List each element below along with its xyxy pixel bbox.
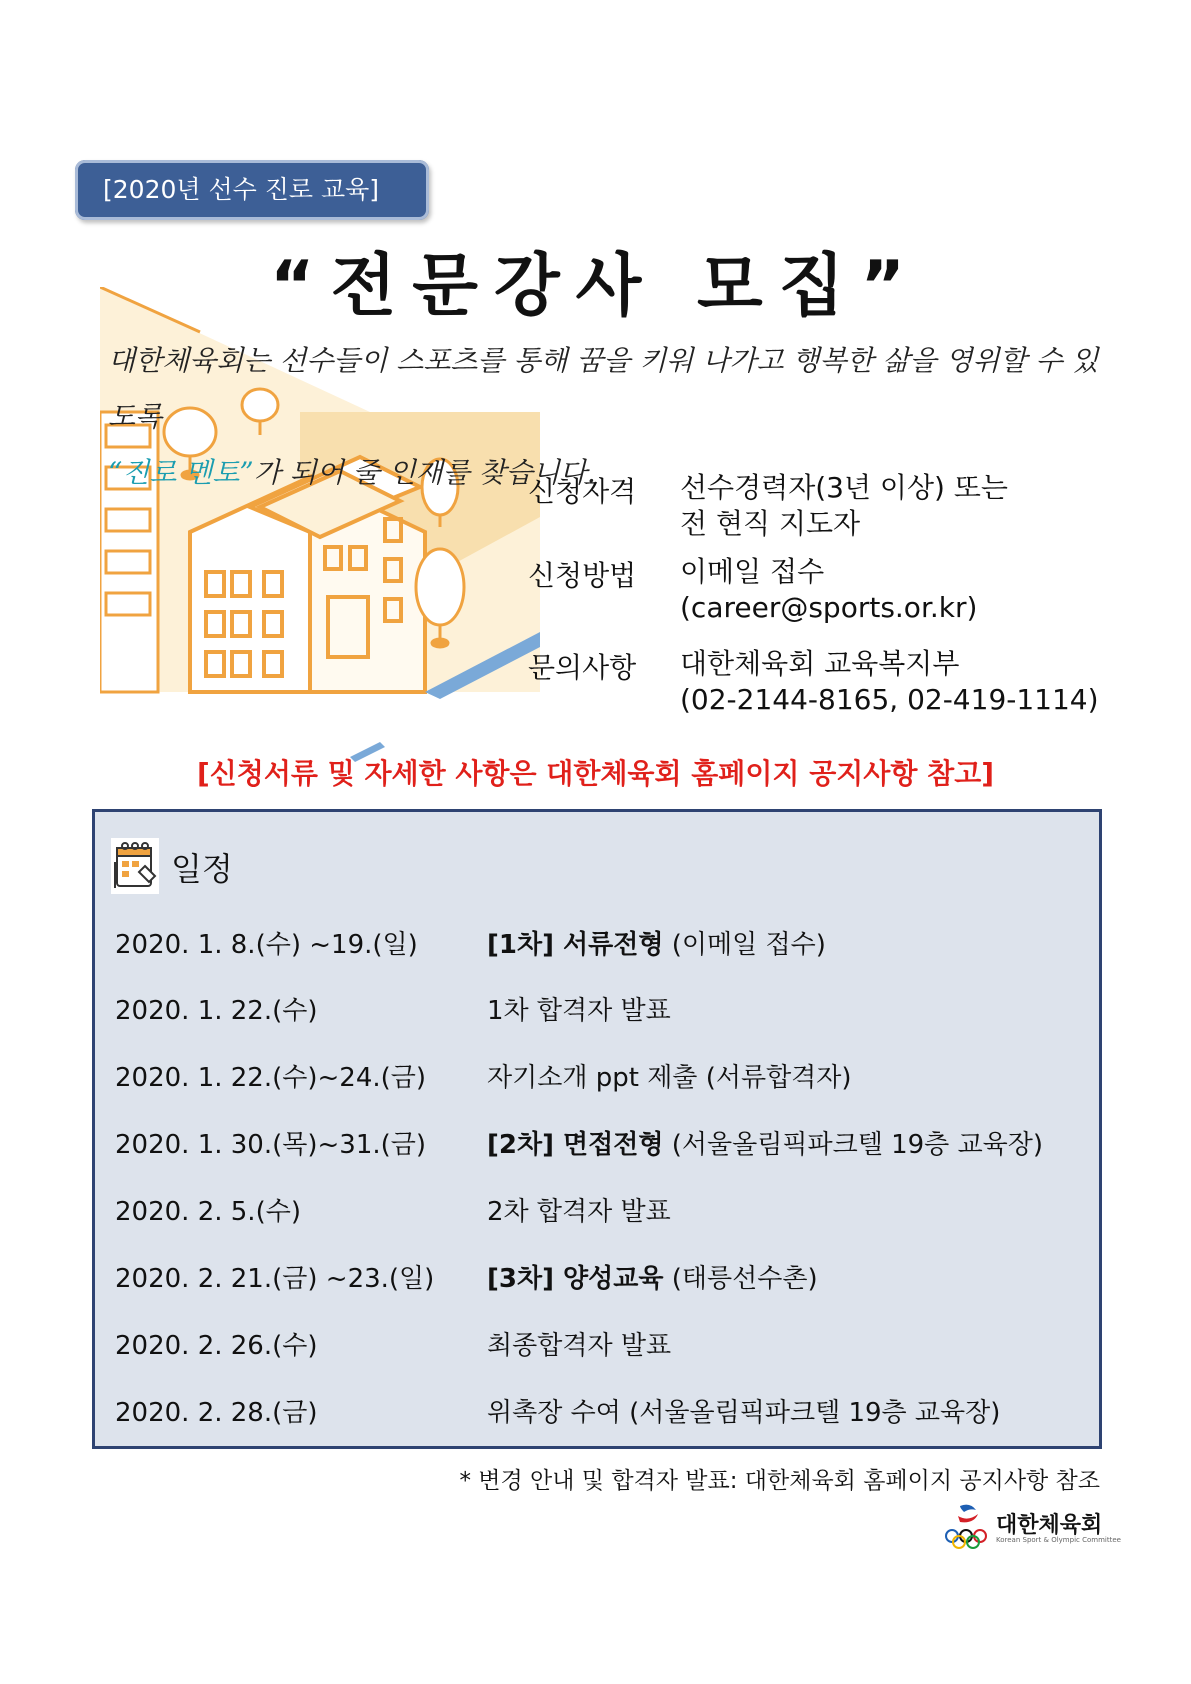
schedule-event: [487, 1325, 1047, 1362]
contact-value: [680, 646, 1140, 718]
schedule-event-stage: [2차] 면접전형: [487, 1130, 664, 1160]
schedule-heading: 일정: [171, 850, 233, 888]
schedule-box: [92, 809, 1102, 1449]
schedule-event: [487, 1392, 1047, 1429]
contact-value-line-1: 대한체육회 교육복지부: [680, 647, 960, 680]
schedule-event: [487, 990, 1047, 1027]
intro-line-1: 대한체육회는 선수들이 스포츠를 통해 꿈을 키워 나가고 행복한 삶을 영위할 수 있도록: [108, 344, 1099, 433]
schedule-event-detail: (이메일 접수): [663, 930, 826, 960]
schedule-event: [487, 924, 1047, 961]
schedule-event-detail: (서울올림픽파크텔 19층 교육장): [663, 1130, 1044, 1160]
qualification-value-line-2: 전 현직 지도자: [680, 507, 861, 540]
organization-logo: [940, 1502, 1121, 1550]
method-label: 신청방법: [528, 559, 637, 592]
method-value: [680, 554, 1140, 626]
notice-text: [신청서류 및 자세한 사항은 대한체육회 홈페이지 공지사항 참고]: [196, 757, 995, 790]
logo-name: 대한체육회: [996, 1513, 1103, 1538]
schedule-date: 2020. 1. 22.(수)~24.(금): [115, 1063, 427, 1093]
schedule-date: 2020. 2. 28.(금): [115, 1398, 318, 1428]
intro-highlight: “진로 멘토”: [108, 456, 254, 489]
method-value-line-1: 이메일 접수: [680, 555, 825, 588]
qualification-label: 신청자격: [528, 475, 637, 508]
schedule-event-stage: [1차] 서류전형: [487, 930, 664, 960]
schedule-event-stage: [3차] 양성교육: [487, 1264, 664, 1294]
method-email[interactable]: (career@sports.or.kr): [680, 591, 978, 624]
schedule-event-detail: 2차 합격자 발표: [487, 1197, 671, 1227]
qualification-value-line-1: 선수경력자(3년 이상) 또는: [680, 471, 1008, 504]
schedule-date: 2020. 2. 26.(수): [115, 1331, 318, 1361]
schedule-event: [487, 1191, 1047, 1228]
schedule-event-detail: 최종합격자 발표: [487, 1331, 672, 1361]
footnote: * 변경 안내 및 합격자 발표: 대한체육회 홈페이지 공지사항 참조: [459, 1468, 1100, 1494]
schedule-event: [487, 1057, 1047, 1094]
intro-line-2-text: 가 되어 줄 인재를 찾습니다.: [253, 456, 596, 489]
contact-label: 문의사항: [528, 651, 637, 684]
schedule-date: 2020. 2. 21.(금) ~23.(일): [115, 1264, 435, 1294]
schedule-date: 2020. 1. 22.(수): [115, 996, 318, 1026]
contact-value-line-2: (02-2144-8165, 02-419-1114): [680, 683, 1099, 716]
schedule-date: 2020. 1. 30.(목)~31.(금): [115, 1130, 427, 1160]
qualification-value: [680, 470, 1140, 542]
schedule-date: 2020. 1. 8.(수) ~19.(일): [115, 930, 418, 960]
logo-subtitle: Korean Sport & Olympic Committee: [996, 1536, 1121, 1544]
schedule-event: [487, 1124, 1047, 1161]
schedule-event: [487, 1258, 1047, 1295]
schedule-event-detail: 자기소개 ppt 제출 (서류합격자): [487, 1063, 852, 1093]
schedule-event-detail: 위촉장 수여 (서울올림픽파크텔 19층 교육장): [487, 1398, 1001, 1428]
schedule-event-detail: 1차 합격자 발표: [487, 996, 671, 1026]
calendar-icon: [111, 838, 159, 894]
olympic-rings-icon: [940, 1502, 994, 1550]
page-title: “전문강사 모집”: [269, 247, 922, 326]
schedule-date: 2020. 2. 5.(수): [115, 1197, 301, 1227]
section-tag: [2020년 선수 진로 교육]: [75, 160, 429, 220]
schedule-event-detail: (태릉선수촌): [663, 1264, 818, 1294]
